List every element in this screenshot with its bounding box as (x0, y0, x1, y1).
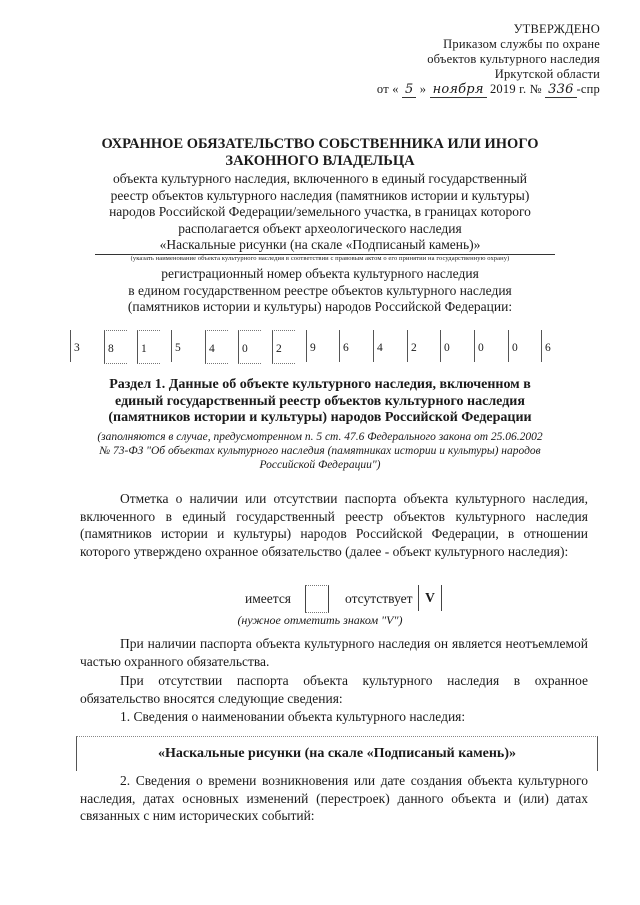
registration-digit: 1 (141, 343, 147, 355)
passport-paragraph: Отметка о наличии или отсутствии паспорта объекта культурного наследия, включенного в единый государственный реестр объектов культурного наследия (памятников истории и культуры) народов Российской Федерации, в отношении которого утверждено охранное обязательство (далее - объект культурного наследия): (80, 491, 588, 559)
approval-order: Приказом службы по охране (443, 37, 600, 51)
date-month: ноября (430, 82, 487, 98)
subtitle-line-1: объекта культурного наследия, включенного в единый государственный (113, 171, 527, 186)
item-1-value-box (76, 736, 598, 771)
registration-digit-cell (272, 330, 295, 364)
registration-caption (0, 266, 640, 316)
approval-region: Иркутской области (494, 67, 600, 81)
registration-digit: 2 (411, 342, 417, 354)
registration-digit: 6 (343, 342, 349, 354)
title-line-1: ОХРАННОЕ ОБЯЗАТЕЛЬСТВО СОБСТВЕННИКА ИЛИ ИНОГО (101, 136, 539, 152)
item-1-heading: 1. Сведения о наименовании объекта культурного наследия: (120, 709, 466, 724)
registration-digit: 3 (74, 342, 80, 354)
approval-stamp (377, 22, 600, 98)
registration-digit: 6 (545, 342, 551, 354)
document-title (0, 136, 640, 170)
order-suffix: -спр (576, 82, 600, 96)
title-subtitle (0, 171, 640, 254)
registration-digit: 4 (209, 343, 215, 355)
item-1-value: «Наскальные рисунки (на скале «Подписаный камень)» (157, 746, 516, 761)
has-passport-label: имеется (245, 591, 292, 606)
no-passport-checkbox[interactable]: V (418, 585, 442, 611)
note-line-1: (заполняются в случае, предусмотренном п. 5 ст. 47.6 Федерального закона от 25.06.2002 (97, 431, 543, 443)
approval-date (377, 82, 600, 98)
section-1-title (0, 377, 640, 427)
note-line-2: № 73-ФЗ "Об объектах культурного наследия (памятниках истории и культуры) народов (99, 445, 541, 457)
order-number: 336 (545, 82, 576, 98)
registration-line-1: регистрационный номер объекта культурного наследия (161, 266, 479, 281)
paragraph-passport-present: При наличии паспорта объекта культурного наследия он является неотъемлемой частью охранного обязательства. (80, 636, 588, 669)
registration-digit-cell (104, 330, 127, 364)
title-line-2: ЗАКОННОГО ВЛАДЕЛЬЦА (225, 153, 415, 169)
section-title-line-3: (памятников истории и культуры) народов Российской Федерации (108, 410, 532, 425)
registration-digit-cell (238, 330, 261, 364)
registration-digit-cell (541, 330, 564, 362)
registration-digit: 0 (444, 342, 450, 354)
object-name-hint: (указать наименование объекта культурного наследия в соответствии с правовым актом о его принятии на государственную охрану) (130, 255, 510, 262)
registration-digit: 5 (175, 342, 181, 354)
registration-digit-cell (373, 330, 396, 362)
registration-digit: 8 (108, 343, 114, 355)
subtitle-line-2: реестр объектов культурного наследия (памятников истории и культуры) (110, 187, 530, 203)
registration-digit: 0 (512, 342, 518, 354)
approval-service: объектов культурного наследия (427, 52, 600, 66)
registration-line-2: в едином государственном реестре объектов культурного наследия (128, 282, 512, 298)
passport-check-row (0, 585, 640, 615)
date-mid: » (419, 82, 427, 96)
subtitle-line-3: народов Российской Федерации/земельного участка, в границах которого (109, 204, 531, 219)
has-passport-checkbox[interactable] (305, 585, 329, 613)
registration-line-3: (памятников истории и культуры) народов Российской Федерации: (127, 299, 513, 314)
registration-digit-cell (339, 330, 362, 362)
registration-number (70, 330, 575, 364)
registration-digit: 0 (478, 342, 484, 354)
date-prefix: от « (376, 82, 399, 96)
registration-digit-cell (171, 330, 194, 362)
section-title-line-1: Раздел 1. Данные об объекте культурного наследия, включенном в (109, 377, 531, 392)
registration-digit: 9 (310, 342, 316, 354)
registration-digit-cell (70, 330, 93, 362)
registration-digit: 4 (377, 342, 383, 354)
item-2-heading: 2. Сведения о времени возникновения или дате создания объекта культурного наследия, датах основных изменений (перестроек) данного объекта и (или) датах связанных с ним исторических событий: (80, 773, 588, 823)
registration-digit-cell (137, 330, 160, 364)
registration-digit-cell (440, 330, 463, 362)
date-year: 2019 г. № (489, 82, 542, 96)
registration-digit: 2 (276, 343, 282, 355)
no-passport-label: отсутствует (345, 591, 413, 606)
section-title-line-2: единый государственный реестр объектов культурного наследия (115, 393, 525, 409)
date-day: 5 (402, 82, 416, 98)
subtitle-line-4: располагается объект археологического наследия (178, 220, 462, 236)
approval-heading: УТВЕРЖДЕНО (513, 22, 600, 36)
registration-digit-cell (508, 330, 531, 362)
section-1-note (0, 430, 640, 472)
object-name: «Наскальные рисунки (на скале «Подписаный камень)» (159, 237, 481, 252)
registration-digit-cell (205, 330, 228, 364)
registration-digit-cell (306, 330, 329, 362)
registration-digit-cell (407, 330, 430, 362)
mark-hint: (нужное отметить знаком "V") (237, 613, 403, 627)
note-line-3: Российской Федерации") (259, 459, 381, 471)
registration-digit: 0 (242, 343, 248, 355)
registration-digit-cell (474, 330, 497, 362)
paragraph-passport-absent: При отсутствии паспорта объекта культурного наследия в охранное обязательство вносятся следующие сведения: (80, 673, 588, 706)
